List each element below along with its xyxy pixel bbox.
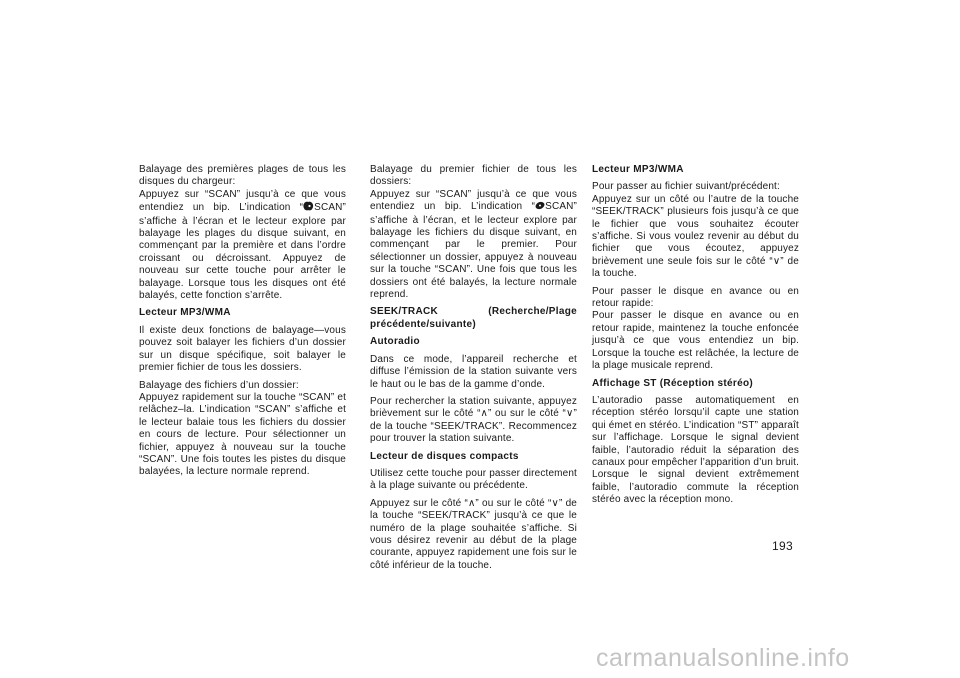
heading-part: précédente/suivante) [370,318,477,330]
section-heading: Lecteur de disques compacts [370,450,519,462]
watermark: carmanualsonline.info [596,644,850,672]
section-heading: Lecteur MP3/WMA [139,307,231,319]
page-number: 193 [772,539,793,553]
text-line: Pour passer le disque en avance ou en retour rapide: [592,285,799,310]
text-column-3 [592,164,799,512]
heading-part: (Recherche/Plage [488,306,577,318]
text-line: Appuyez sur “SCAN” jusqu’à ce que vous entendiez un bip. L’indication “ [139,188,346,214]
text-line: Appuyez rapidement sur la touche “SCAN” et relâchez–la. L’indication “SCAN” s’affiche et le lecteur balaie tous les fichiers du dossier en cours de lecture. Pour sélectionner un fichier, appuyez à nouveau sur la touche “SCAN”. Une fois toutes les pistes du disque balayées, la lecture normale reprend. [139,391,346,478]
paragraph [139,164,346,302]
section-heading: Lecteur MP3/WMA [592,164,684,175]
paragraph [139,380,346,479]
paragraph: Il existe deux fonctions de balayage—vous pouvez soit balayer les fichiers d’un dossier sur un disque spécifique, soit balayer le premier fichier de tous les dossiers. [139,324,346,374]
heading-part: SEEK/TRACK [370,306,439,318]
section-heading [370,306,577,331]
text-column-2 [370,164,577,577]
scan-word: SCAN [314,202,343,214]
text-line: Balayage du premier fichier de tous les dossiers: [370,164,577,188]
text-line: Appuyez sur un côté ou l’autre de la touche “SEEK/TRACK” plusieurs fois jusqu’à ce que le fichier que vous souhaitez écouter s’affiche. Si vous voulez revenir au début du fichier que vous écoutez, appuyez brièvement une seule fois sur le côté “∨” de la touche. [592,193,799,280]
paragraph: Dans ce mode, l’appareil recherche et diffuse l’émission de la station suivante vers le haut ou le bas de la gamme d’onde. [370,353,577,390]
text-line: Balayage des fichiers d’un dossier: [139,379,299,391]
text-line: Appuyez sur “SCAN” jusqu’à ce que vous entendiez un bip. L’indication “ [370,188,577,213]
paragraph: Utilisez cette touche pour passer directement à la plage suivante ou précédente. [370,467,577,492]
text-line: Pour passer au fichier suivant/précédent: [592,181,780,193]
paragraph [592,286,799,373]
paragraph [370,164,577,301]
multi-disc-scan-icon [303,201,314,215]
text-line: ” s’affiche à l’écran et le lecteur explore par balayage les plages du disque suivant, en commençant par la première et dans l’ordre croissant ou décroissant. Appuyez de nouveau sur cette touche pour arrêter le balayage. Lorsque tous les disques ont été balayés, cette fonction s’arrête. [139,202,346,302]
paragraph: L’autoradio passe automatiquement en réception stéréo lorsqu’il capte une station qui émet en stéréo. L’indication “ST” apparaît sur l’affichage. Lorsque le signal devient faible, l’autoradio réduit la séparation des canaux pour empêcher l’apparition d’un bruit. Lorsque le signal devient extrêmement faible, l’autoradio commute la réception stéréo avec la réception mono. [592,394,799,506]
text-line: ” s’affiche à l’écran, et le lecteur explore par balayage les fichiers du disque suivant, en commençant par le premier. Pour sélectionner un dossier, appuyez à nouveau sur la touche “SCAN”. Une fois que tous les dossiers ont été balayés, la lecture normale reprend. [370,201,577,301]
text-line: Pour passer le disque en avance ou en retour rapide, maintenez la touche enfoncée jusqu’à ce que vous entendiez un bip. Lorsque la touche est relâchée, la lecture de la plage musicale reprend. [592,310,799,372]
paragraph [592,181,799,280]
paragraph: Appuyez sur le côté “∧” ou sur le côté “∨” de la touche “SEEK/TRACK” jusqu’à ce que le numéro de la plage souhaitée s’affiche. Si vous désirez revenir au début de la plage courante, appuyez rapidement une fois sur le côté inférieur de la touche. [370,497,577,571]
paragraph: Pour rechercher la station suivante, appuyez brièvement sur le côté “∧” ou sur le côté “∨” de la touche “SEEK/TRACK”. Recommencez pour trouver la station suivante. [370,395,577,445]
scan-word: SCAN [545,201,574,213]
section-heading: Affichage ST (Réception stéréo) [592,377,753,389]
disc-scan-icon [535,201,545,214]
section-heading: Autoradio [370,336,420,348]
text-column-1 [139,164,346,484]
text-line: Balayage des premières plages de tous les disques du chargeur: [139,164,346,188]
